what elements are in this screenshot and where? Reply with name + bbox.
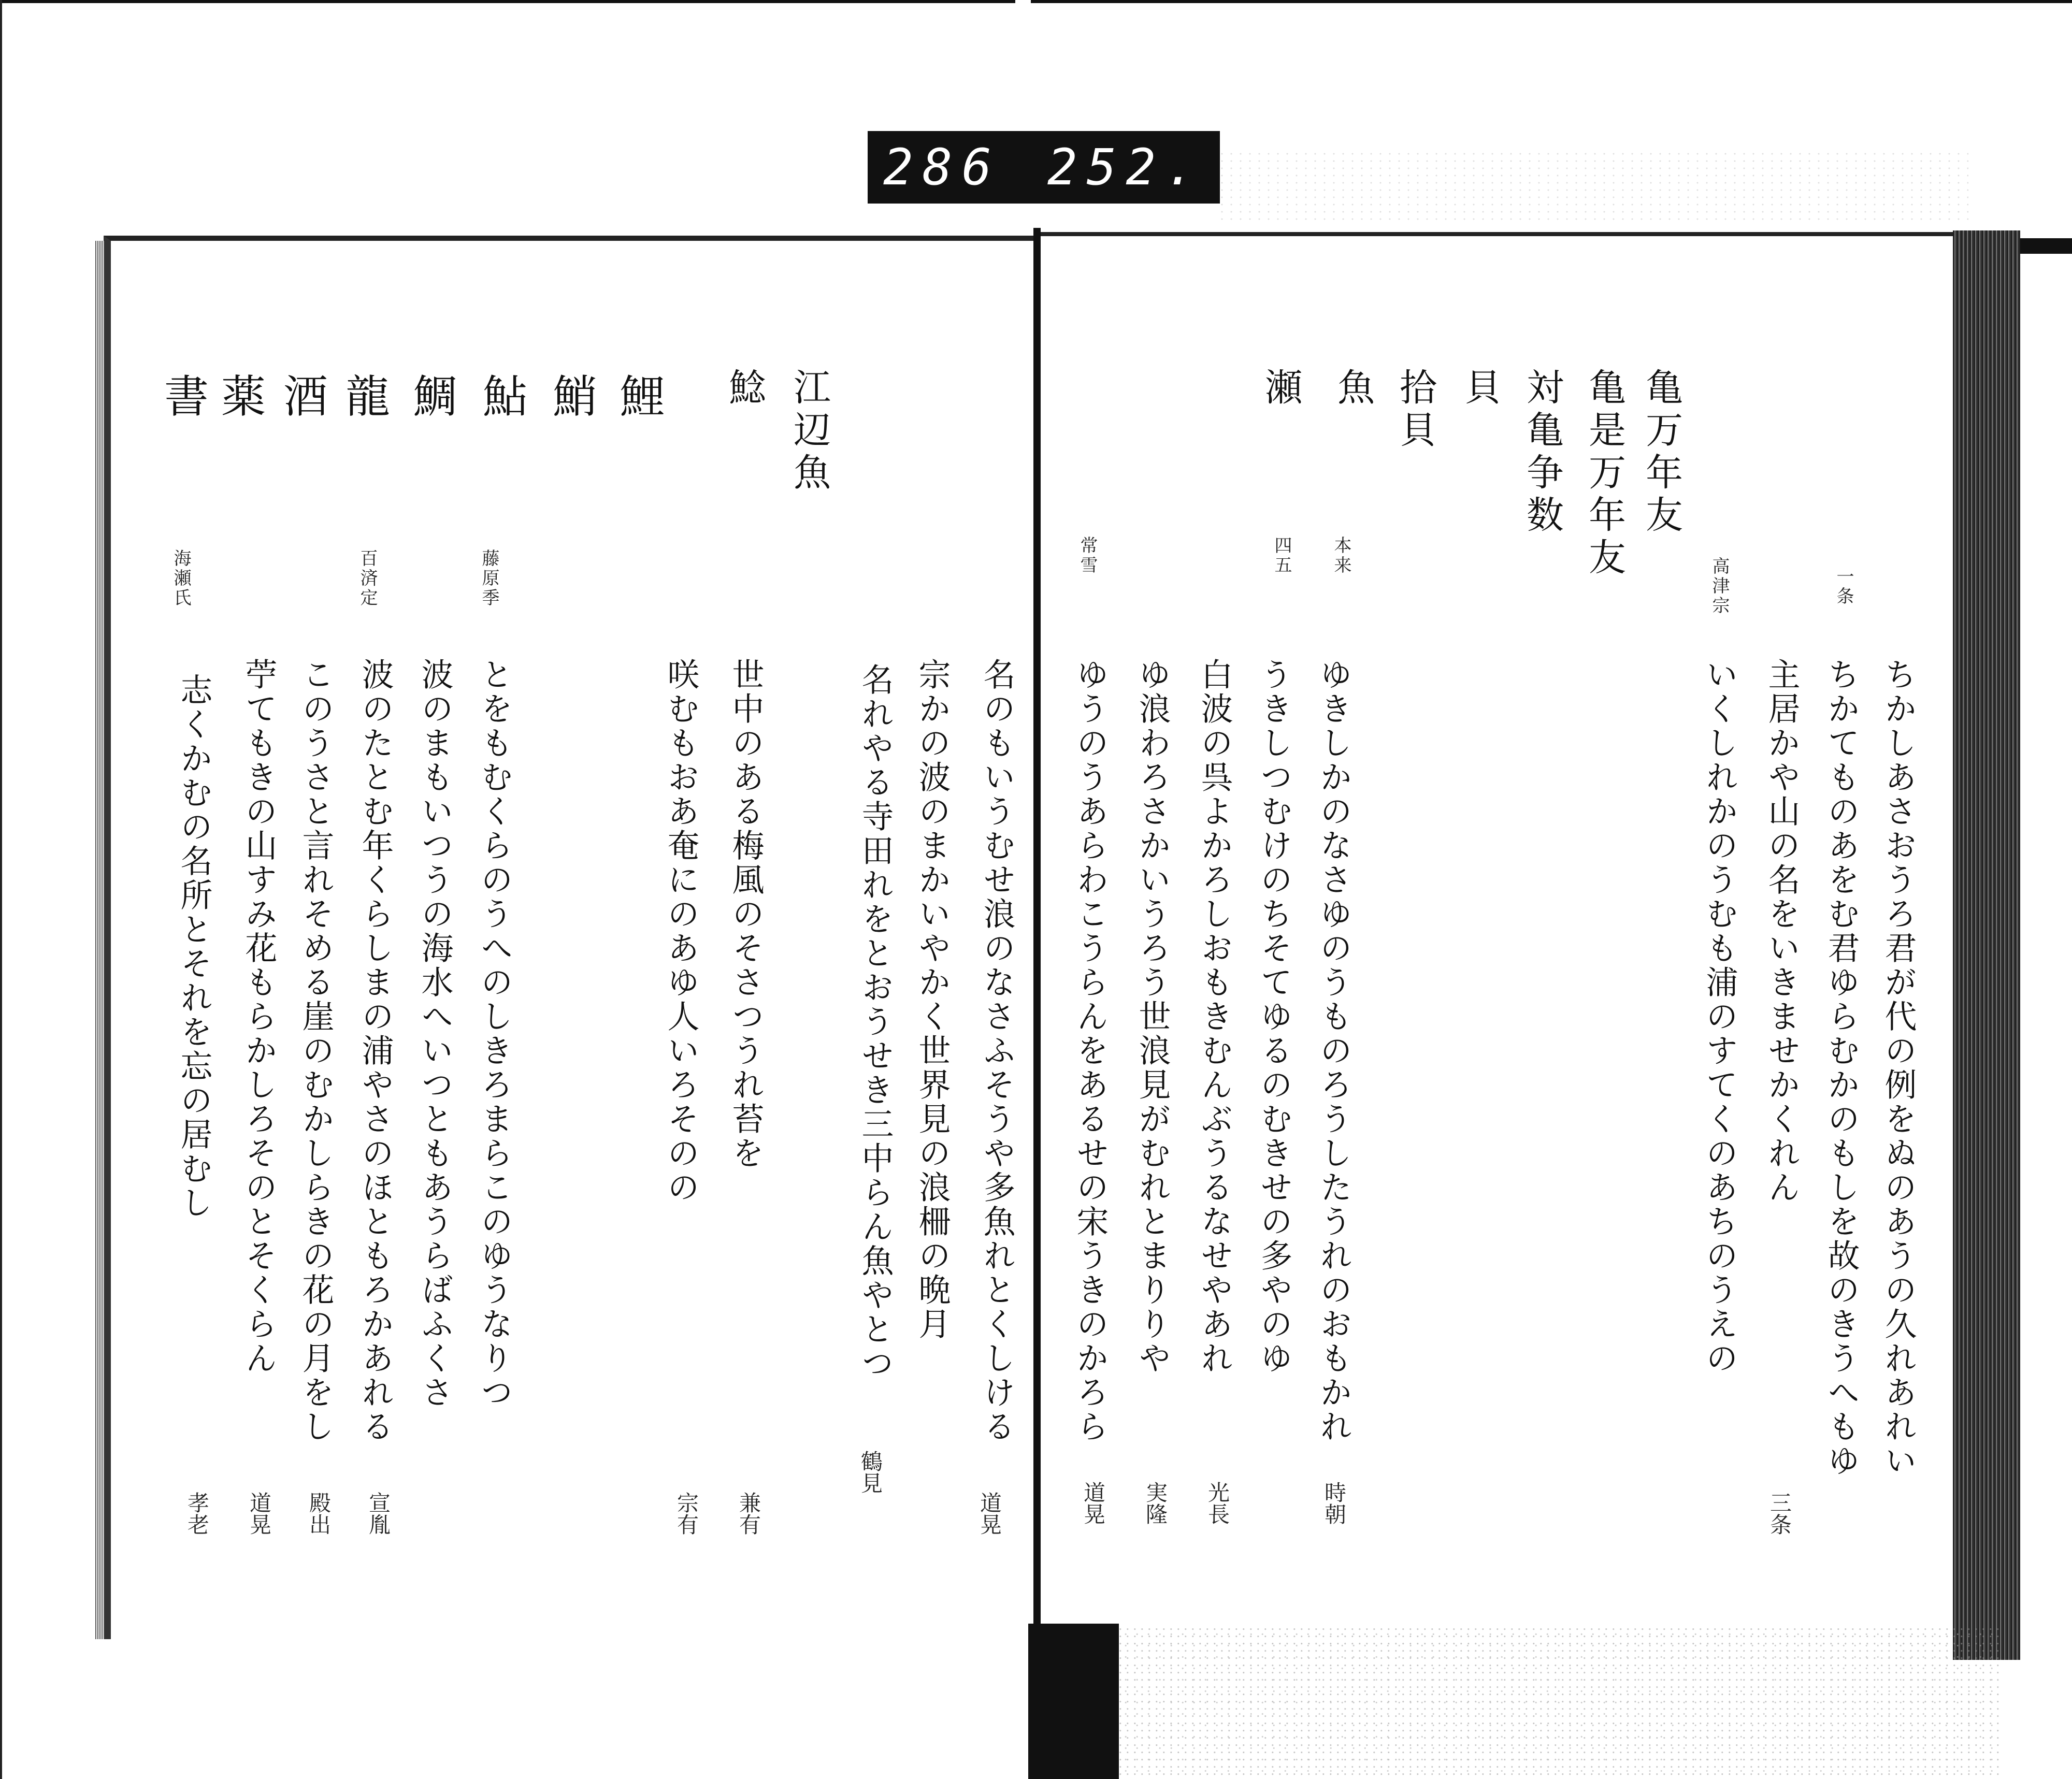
poem-signature: 殿出 [306,1492,332,1535]
poem-author: 常雪 [1077,536,1098,575]
heading-ryu: 龍 [338,373,390,438]
poem-author: 高津宗 [1709,557,1730,616]
poem-author: 百済定 [357,549,378,608]
frame-left [0,0,2,1779]
counter-left: 286 [883,138,1001,196]
heading-kusuri: 薬 [213,373,265,438]
poem-author: 四五 [1271,536,1292,575]
poem-column: 世中のある梅風のそさつうれ苔を [727,658,765,1170]
heading-ayu: 鮎 [475,373,527,438]
frame-top-right [1031,0,2072,3]
heading-kai: 貝 [1458,368,1502,410]
page-edge-shadow [2020,238,2072,254]
poem-signature: 三条 [1767,1492,1792,1535]
poem-signature: 時朝 [1321,1481,1347,1525]
poem-author: 一条 [1833,567,1854,606]
frame-top-left [0,0,1015,3]
poem-column: ゆきしかのなさゆのうものろうしたうれのおもかれ [1315,658,1352,1444]
poem-column: いくしれかのうむも浦のすてくのあちのうえの [1701,658,1738,1376]
heading-sho: 書 [156,373,208,438]
poem-author: 海瀬氏 [170,549,191,608]
heading-kame-2: 亀是万年友 [1582,368,1626,580]
scan-noise-top [1217,150,1968,223]
section-title-fish: 鯰 [723,368,766,410]
poem-column: 波のまもいつうの海水へいつともあうらばふくさ [416,658,454,1410]
poem-signature: 道晃 [1081,1481,1106,1525]
poem-column: ゆ浪わろさかいうろう世浪見がむれとまりりや [1133,658,1171,1376]
poem-column: 主居かや山の名をいきませかくれん [1763,658,1801,1205]
heading-sake: 酒 [276,373,327,438]
poem-signature: 宣胤 [366,1492,391,1535]
poem-column: ちかしあさおうろ君が代の例をぬのあうの久れあれい [1879,658,1917,1478]
poem-author: 本来 [1331,536,1351,575]
poem-column: ゆうのうあらわこうらんをあるせの宋うきのかろら [1071,658,1109,1444]
poem-column: うきしつむけのちそてゆるのむきせの多やのゆ [1255,658,1293,1376]
poem-signature: 道晃 [247,1492,272,1535]
poem-column: 名れやる寺田れをとおうせき三中らん魚やとつ [856,663,894,1381]
counter-right: 252. [1047,138,1204,196]
poem-signature: 鶴見 [858,1450,883,1494]
poem-signature: 宗有 [674,1492,699,1535]
poem-column: とをもむくらのうへのしきろまらこのゆうなりつ [476,658,513,1410]
poem-signature: 実隆 [1143,1481,1168,1525]
book-gutter [1033,228,1041,1668]
poem-column: 志くかむの名所とそれを忘の居むし [175,673,213,1220]
heading-hirou-kai: 拾貝 [1393,368,1437,453]
poem-column: 苧てもきの山すみ花もらかしろそのとそくらん [240,658,278,1376]
poem-author: 藤原季 [479,549,499,608]
poem-column: 名のもいうむせ浪のなさふそうや多魚れとくしける [978,658,1016,1444]
scan-noise-bottom [1119,1626,1999,1779]
page-edges [1953,230,2020,1660]
section-title: 江辺魚 [787,368,831,495]
heading-tai: 鯛 [405,373,457,438]
frame-counter [868,131,1220,204]
poem-signature: 孝老 [184,1492,210,1535]
heading-uo: 魚 [1331,368,1375,410]
poem-column: 波のたとむ年くらしまの浦やさのほともろかあれる [356,658,394,1444]
heading-tako: 鮹 [545,373,597,438]
heading-kame: 亀万年友 [1639,368,1683,538]
poem-signature: 兼有 [736,1492,761,1535]
poem-signature: 道晃 [977,1492,1002,1535]
poem-column: 咲むもおあ奄にのあゆ人いろそのの [662,658,700,1205]
poem-column: このうさと言れそめる崖のむかしらきの花の月をし [297,658,335,1444]
heading-se: 瀬 [1259,368,1302,410]
heading-taiki: 対亀争数 [1520,368,1564,538]
heading-koi: 鯉 [612,373,664,438]
poem-signature: 光長 [1205,1481,1230,1525]
scan-dark-block [1028,1624,1119,1779]
poem-column: 宗かの波のまかいやかく世界見の浪柵の晩月 [913,658,951,1341]
poem-column: 白波の呉よかろしおもきむんぶうるなせやあれ [1196,658,1233,1376]
poem-column: ちかてものあをむ君ゆらむかのもしを故のきうへもゆ [1822,658,1860,1478]
